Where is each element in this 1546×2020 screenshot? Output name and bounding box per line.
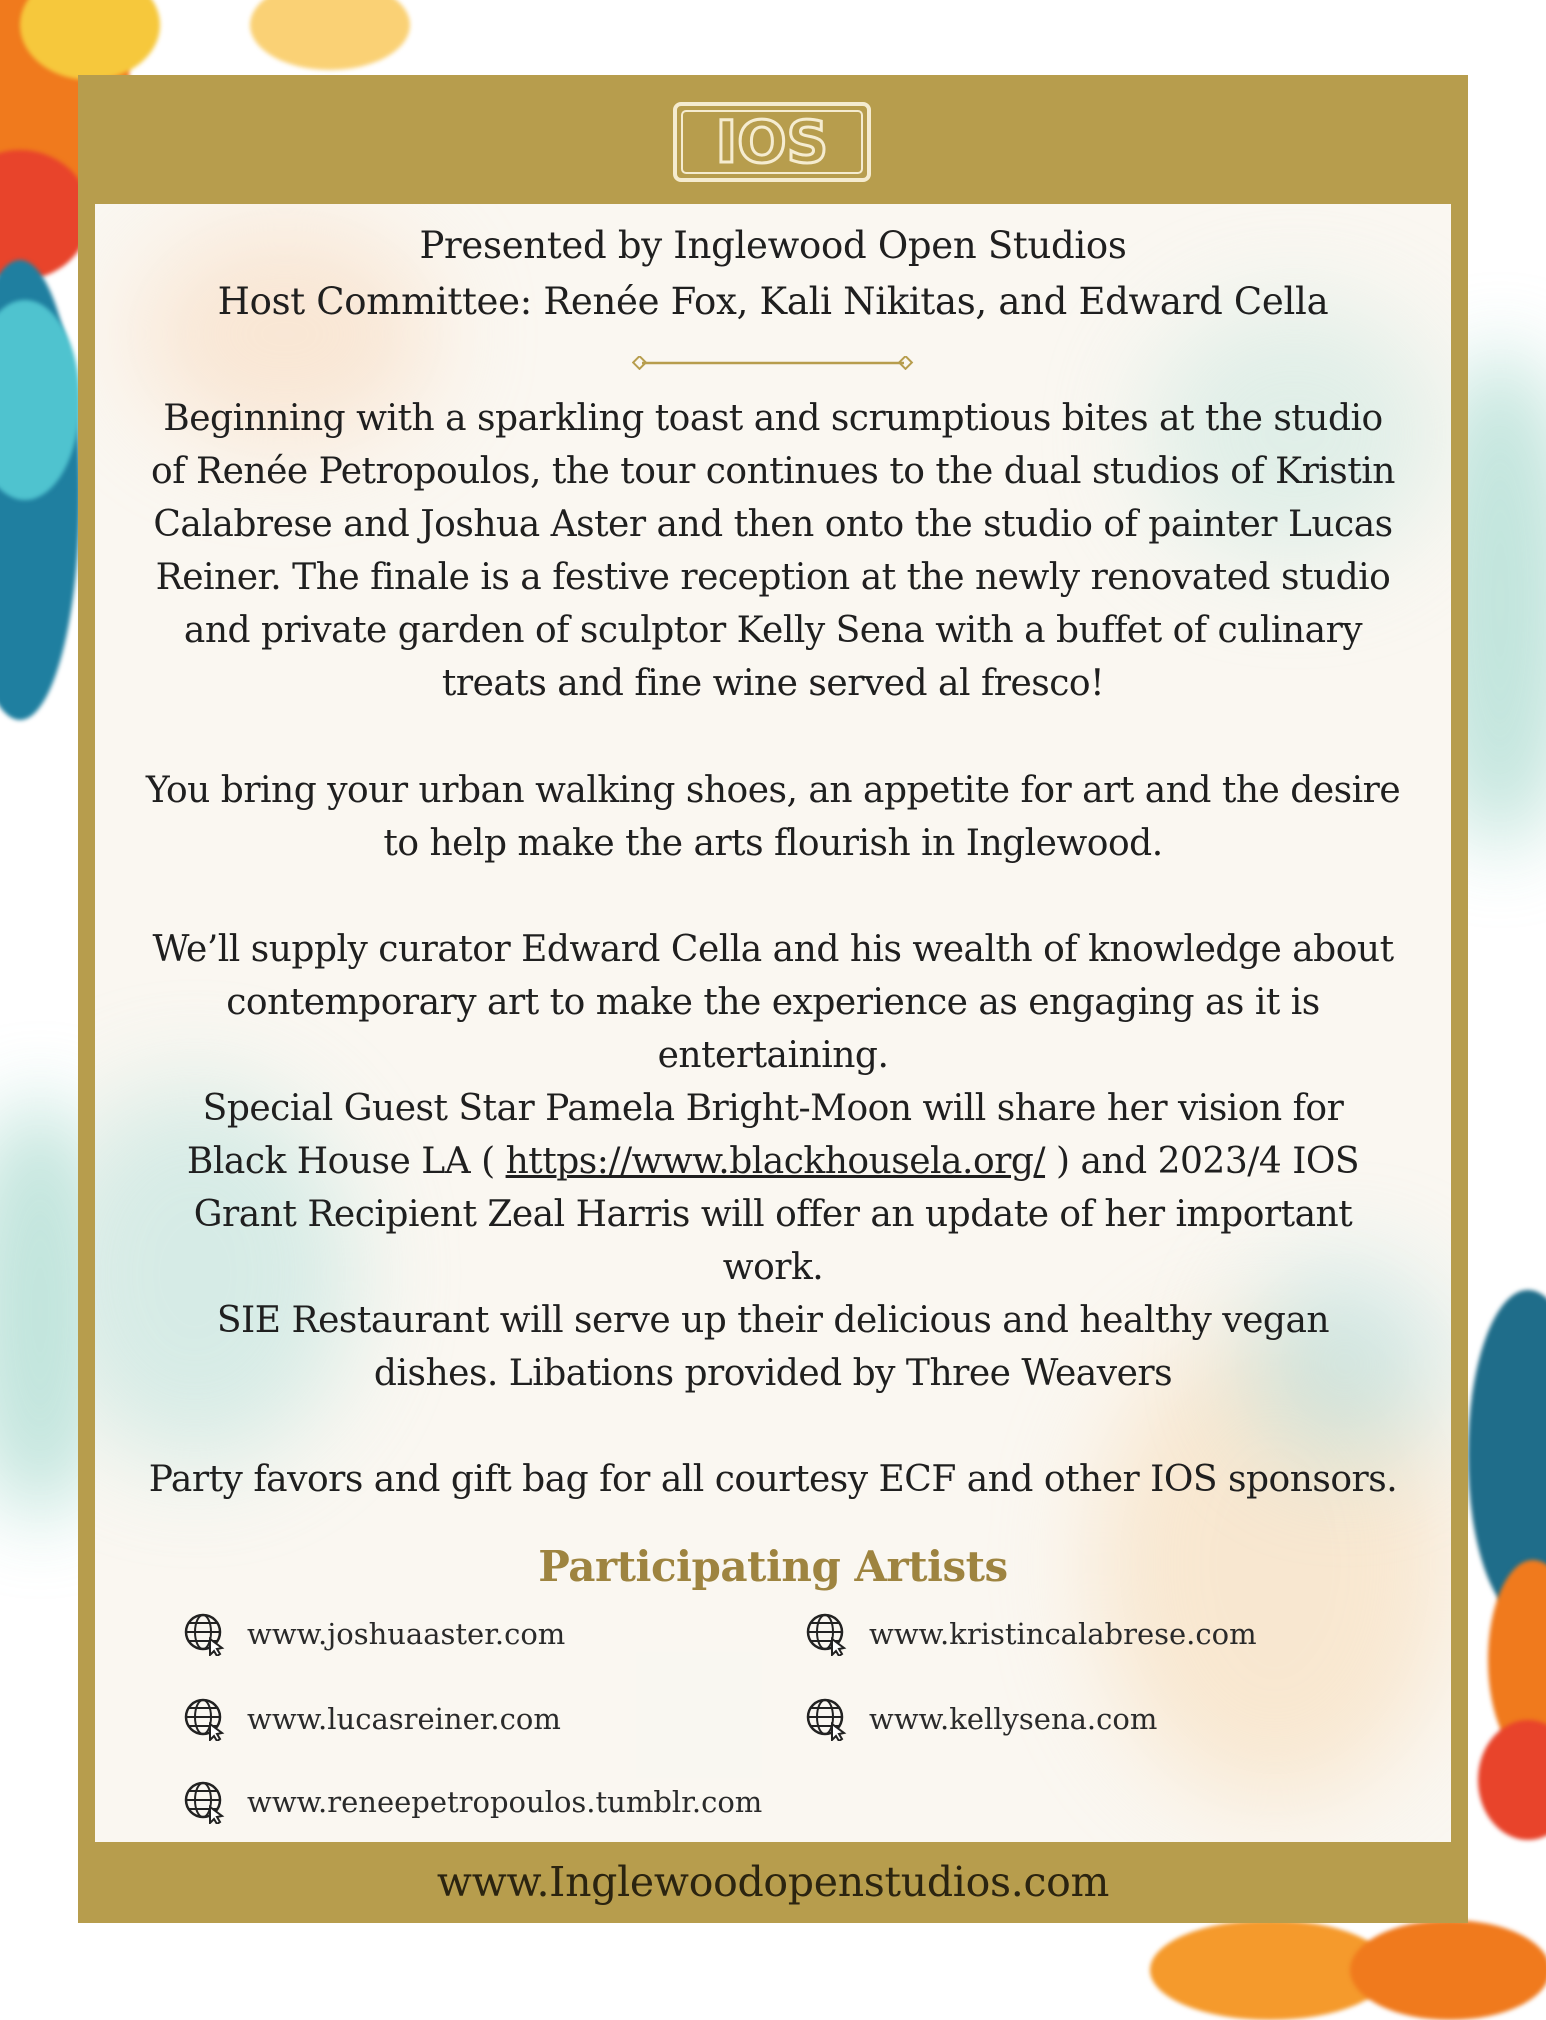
paragraph-walking-shoes: You bring your urban walking shoes, an appetite for art and the desire to help make the arts flourish in Inglewood. <box>145 770 1401 864</box>
globe-cursor-icon <box>183 1780 227 1824</box>
host-committee: Host Committee: Renée Fox, Kali Nikitas, and Edward Cella <box>217 280 1329 323</box>
artist-link-reneepetropoulos[interactable] <box>183 1780 762 1824</box>
artist-url: www.kristincalabrese.com <box>869 1617 1257 1651</box>
globe-cursor-icon <box>183 1612 227 1656</box>
logo-text: IOS <box>715 108 829 176</box>
globe-cursor-icon <box>805 1697 849 1741</box>
artist-url: www.kellysena.com <box>869 1702 1158 1736</box>
artist-url: www.joshuaaster.com <box>247 1617 566 1651</box>
special-guest-text-after: ) and 2023/4 IOS Grant Recipient Zeal Harris will offer an update of her important work. <box>193 1141 1360 1288</box>
artist-link-kellysena[interactable] <box>805 1697 1157 1741</box>
participating-artists-title: Participating Artists <box>538 1542 1008 1591</box>
paragraph-tour: Beginning with a sparkling toast and scrumptious bites at the studio of Renée Petropoulos, the tour continues to the dual studios of Kristin Calabrese and Joshua Aster and then onto the studio of painter Lucas Reiner. The finale is a festive reception at the newly renovated studio and private garden of sculptor Kelly Sena with a buffet of culinary treats and fine wine served al fresco! <box>151 398 1395 704</box>
artist-link-kristincalabrese[interactable] <box>805 1612 1257 1656</box>
footer-website[interactable]: www.Inglewoodopenstudios.com <box>436 1858 1110 1906</box>
artist-link-joshuaaster[interactable] <box>183 1612 565 1656</box>
artist-url: www.lucasreiner.com <box>247 1702 561 1736</box>
paragraph-party-favors: Party favors and gift bag for all courtesy ECF and other IOS sponsors. <box>148 1459 1398 1500</box>
paragraph-special-guest <box>95 1082 1451 1294</box>
blackhousela-link[interactable]: https://www.blackhousela.org/ <box>505 1141 1046 1182</box>
artist-url: www.reneepetropoulos.tumblr.com <box>247 1785 763 1819</box>
presented-by: Presented by Inglewood Open Studios <box>419 224 1127 267</box>
globe-cursor-icon <box>183 1697 227 1741</box>
ornament-divider <box>632 356 914 370</box>
paragraph-curator: We’ll supply curator Edward Cella and his wealth of knowledge about contemporary art to make the experience as engaging as it is entertaining. <box>152 929 1394 1076</box>
special-guest-text-before: Special Guest Star Pamela Bright-Moon will share her vision for Black House LA ( <box>186 1088 1344 1182</box>
globe-cursor-icon <box>805 1612 849 1656</box>
ios-logo <box>672 94 872 186</box>
artist-link-lucasreiner[interactable] <box>183 1697 561 1741</box>
paragraph-restaurant: SIE Restaurant will serve up their delicious and healthy vegan dishes. Libations provided by Three Weavers <box>216 1300 1330 1394</box>
content-panel <box>95 204 1451 1842</box>
